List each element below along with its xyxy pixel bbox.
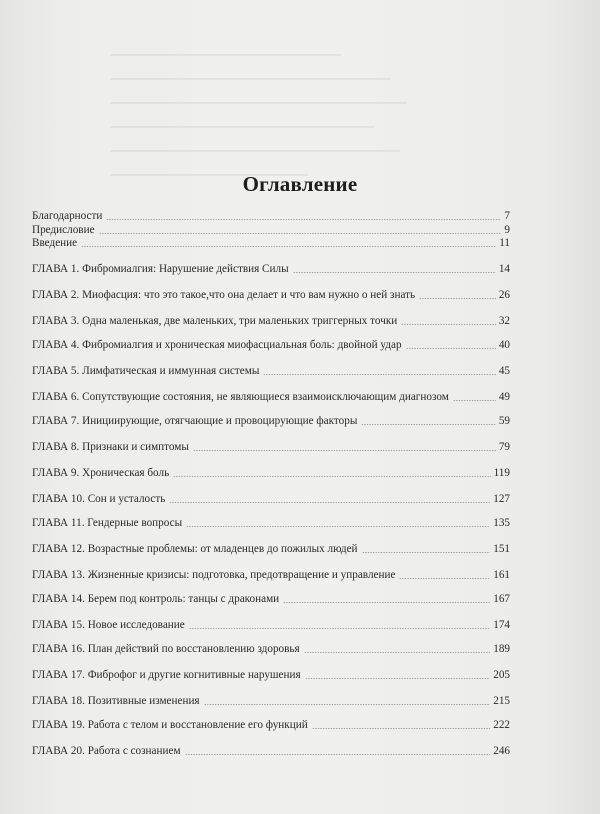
toc-entry-title: Предисловие (32, 224, 95, 236)
toc-entry (32, 224, 510, 236)
toc-entry-title: ГЛАВА 5. Лимфатическая и иммунная системы (32, 365, 260, 377)
dot-leader (453, 400, 496, 401)
toc-entry (32, 669, 510, 681)
dot-leader (186, 526, 490, 527)
toc-entry-page: 161 (493, 569, 510, 581)
toc-entry-title: ГЛАВА 17. Фиброфог и другие когнитивные нарушения (32, 669, 301, 681)
dot-leader (106, 219, 501, 220)
dot-leader (204, 704, 491, 705)
toc-entry-title: ГЛАВА 15. Новое исследование (32, 619, 185, 631)
toc-entry-page: 215 (493, 695, 510, 707)
toc-entry-page: 246 (493, 745, 510, 757)
toc-entry-page: 32 (498, 315, 510, 327)
toc-entry-page: 9 (504, 224, 510, 236)
toc-entry-page: 14 (498, 263, 510, 275)
dot-leader (173, 476, 490, 477)
dot-leader (401, 324, 496, 325)
toc-entry-title: ГЛАВА 14. Берем под контроль: танцы с драконами (32, 593, 280, 605)
toc-entry-title: ГЛАВА 16. План действий по восстановлению здоровья (32, 643, 300, 655)
toc-entry (32, 263, 510, 275)
toc-entry-page: 127 (493, 493, 510, 505)
toc-entry-title: ГЛАВА 11. Гендерные вопросы (32, 517, 183, 529)
toc-entry-page: 45 (498, 365, 510, 377)
toc-entry-page: 189 (493, 643, 510, 655)
toc-entry-title: Введение (32, 237, 78, 249)
toc-entry-page: 174 (493, 619, 510, 631)
toc-entry-page: 26 (498, 289, 510, 301)
toc-entry (32, 543, 510, 555)
dot-leader (283, 602, 490, 603)
toc-entry-title: ГЛАВА 19. Работа с телом и восстановление его функций (32, 719, 308, 731)
toc-entry (32, 593, 510, 605)
page-title: Оглавление (242, 172, 358, 197)
toc-entry (32, 210, 510, 222)
toc-entry-title: ГЛАВА 7. Инициирующие, отягчающие и провоцирующие факторы (32, 415, 358, 427)
toc-entry-title: ГЛАВА 9. Хроническая боль (32, 467, 170, 479)
toc-entry (32, 517, 510, 529)
toc-entry (32, 365, 510, 377)
toc-entry (32, 391, 510, 403)
dot-leader (406, 348, 496, 349)
toc-entry-title: ГЛАВА 4. Фибромиалгия и хроническая миофасциальная боль: двойной удар (32, 339, 402, 351)
toc-entry-page: 135 (493, 517, 510, 529)
toc-entry-title: ГЛАВА 1. Фибромиалгия: Нарушение действия Силы (32, 263, 289, 275)
toc-entry-page: 79 (498, 441, 510, 453)
toc-entry-page: 59 (498, 415, 510, 427)
toc-entry-title: ГЛАВА 12. Возрастные проблемы: от младенцев до пожилых людей (32, 543, 358, 555)
toc-entry-page: 205 (493, 669, 510, 681)
toc-entry (32, 619, 510, 631)
toc-entry-page: 119 (493, 467, 510, 479)
toc-entry-title: ГЛАВА 6. Сопутствующие состояния, не являющиеся взаимоисключающим диагнозом (32, 391, 449, 403)
toc-entry-title: ГЛАВА 10. Сон и усталость (32, 493, 166, 505)
dot-leader (169, 502, 490, 503)
toc-entry-page: 151 (493, 543, 510, 555)
toc-entry-title: ГЛАВА 20. Работа с сознанием (32, 745, 181, 757)
toc-entry-title: ГЛАВА 8. Признаки и симптомы (32, 441, 189, 453)
dot-leader (99, 233, 502, 234)
toc-entry (32, 467, 510, 479)
toc-entry-page: 222 (493, 719, 510, 731)
dot-leader (193, 450, 496, 451)
toc-entry (32, 315, 510, 327)
toc-entry (32, 289, 510, 301)
toc-entry (32, 339, 510, 351)
dot-leader (361, 424, 495, 425)
toc-entry (32, 237, 510, 249)
dot-leader (304, 652, 491, 653)
dot-leader (419, 298, 496, 299)
toc-entry-title: ГЛАВА 13. Жизненные кризисы: подготовка, предотвращение и управление (32, 569, 396, 581)
dot-leader (81, 246, 496, 247)
toc-entry-title: Благодарности (32, 210, 103, 222)
toc-entry (32, 695, 510, 707)
dot-leader (263, 374, 495, 375)
toc-entry-page: 7 (504, 210, 510, 222)
toc-entry (32, 569, 510, 581)
toc-entry (32, 441, 510, 453)
toc-entry-title: ГЛАВА 18. Позитивные изменения (32, 695, 200, 707)
toc-entry (32, 493, 510, 505)
toc-entry-page: 167 (493, 593, 510, 605)
toc-entry-page: 11 (499, 237, 510, 249)
dot-leader (362, 552, 491, 553)
dot-leader (189, 628, 490, 629)
toc-entry (32, 719, 510, 731)
toc-entry-title: ГЛАВА 2. Миофасция: что это такое,что она делает и что вам нужно о ней знать (32, 289, 416, 301)
toc-entry (32, 745, 510, 757)
dot-leader (293, 272, 496, 273)
toc-entry-page: 40 (498, 339, 510, 351)
dot-leader (399, 578, 490, 579)
dot-leader (305, 678, 491, 679)
toc-entry (32, 415, 510, 427)
toc-entry-title: ГЛАВА 3. Одна маленькая, две маленьких, три маленьких триггерных точки (32, 315, 398, 327)
toc-entry-page: 49 (498, 391, 510, 403)
toc-entry (32, 643, 510, 655)
dot-leader (312, 728, 491, 729)
dot-leader (185, 754, 491, 755)
